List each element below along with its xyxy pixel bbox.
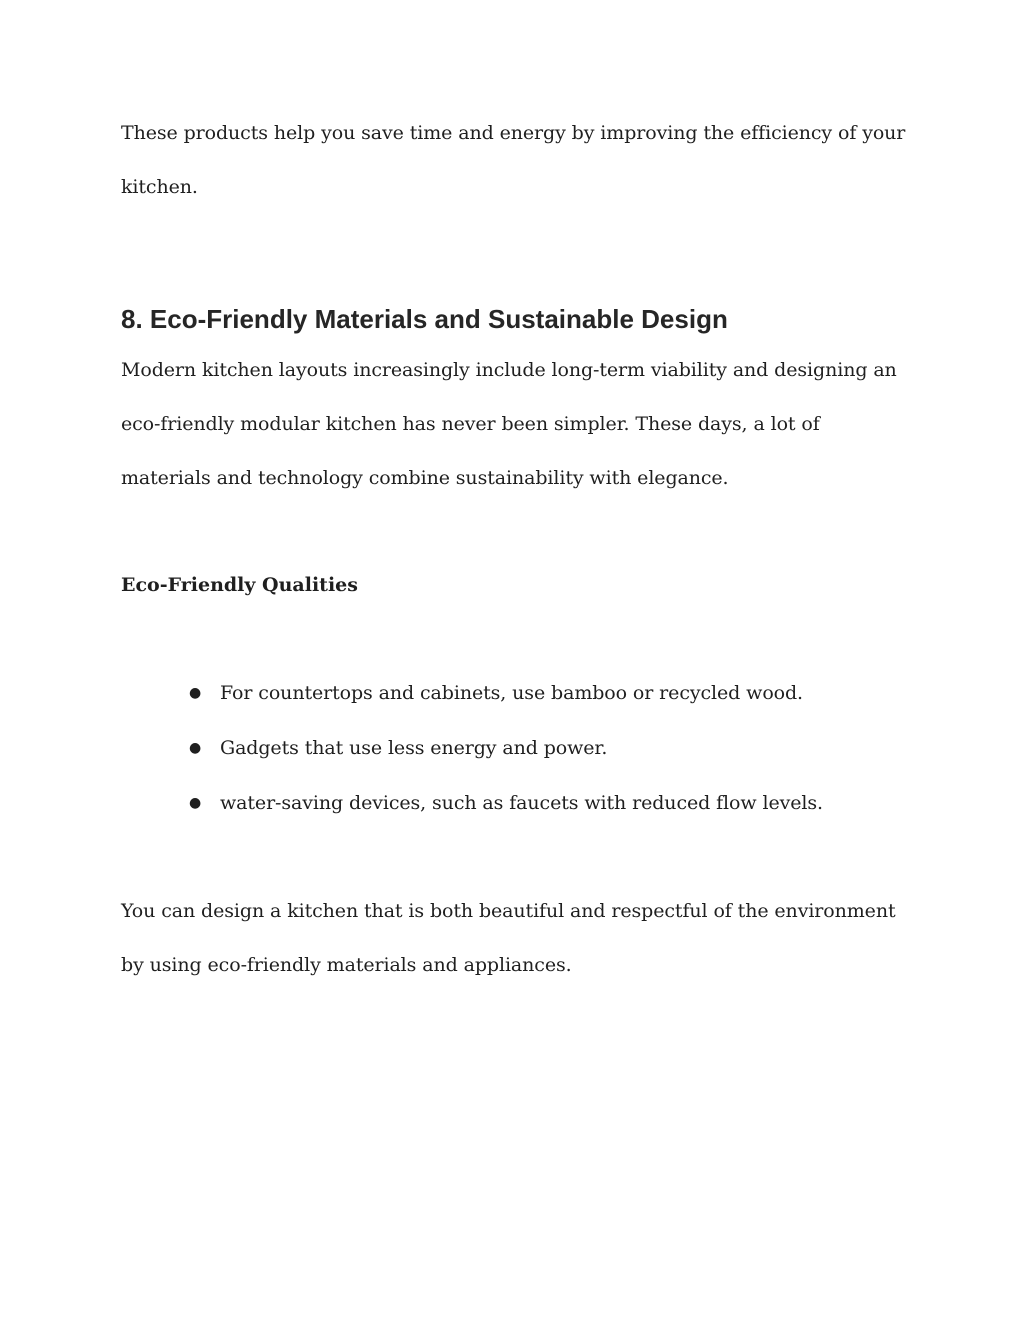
list-item [186, 776, 906, 831]
list-item-text: For countertops and cabinets, use bamboo or recycled wood. [220, 682, 803, 704]
section-heading: 8. Eco-Friendly Materials and Sustainable Design [121, 304, 728, 334]
bullet-dot-icon: ● [189, 795, 202, 811]
bullet-dot-icon: ● [189, 740, 202, 756]
closing-paragraph: You can design a kitchen that is both beautiful and respectful of the environment by using eco-friendly materials and appliances. [121, 900, 896, 976]
qualities-list [186, 666, 906, 831]
list-item-text: Gadgets that use less energy and power. [220, 737, 608, 759]
bullet-dot-icon: ● [189, 685, 202, 701]
list-item [186, 721, 906, 776]
list-item-text: water-saving devices, such as faucets with reduced flow levels. [220, 792, 823, 814]
section-paragraph: Modern kitchen layouts increasingly include long-term viability and designing an eco-friendly modular kitchen has never been simpler. These days, a lot of materials and technology combine sustainability with elegance. [121, 359, 897, 489]
intro-paragraph: These products help you save time and energy by improving the efficiency of your kitchen. [121, 122, 906, 198]
list-item [186, 666, 906, 721]
subheading: Eco-Friendly Qualities [121, 574, 358, 596]
